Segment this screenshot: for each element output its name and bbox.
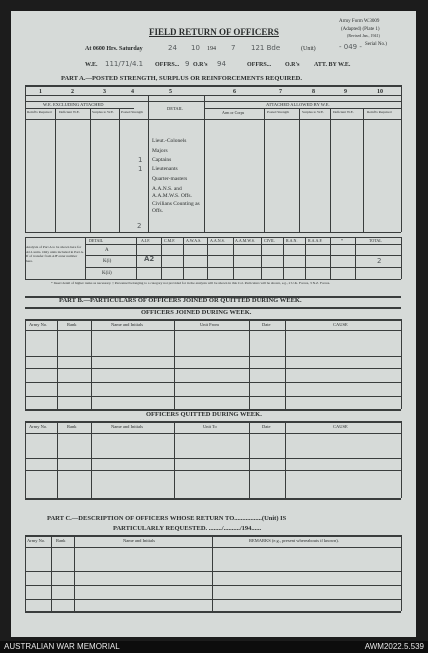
offrs2-label: OFFRS... bbox=[247, 62, 272, 68]
col-num-2: 2 bbox=[71, 89, 74, 95]
divider bbox=[74, 535, 75, 611]
joined-col-unit-from: Unit From bbox=[200, 322, 219, 327]
divider bbox=[401, 421, 402, 498]
form-number: Army Form W.3009 bbox=[339, 19, 380, 24]
divider bbox=[25, 571, 401, 572]
divider bbox=[25, 585, 401, 586]
part-c-col-rank: Rank bbox=[56, 538, 66, 543]
quitted-col-unit-to: Unit To bbox=[203, 424, 217, 429]
analysis-col-ran: R.A.N. bbox=[286, 238, 298, 243]
divider bbox=[25, 547, 401, 548]
col-num-6: 6 bbox=[233, 89, 236, 95]
form-revised: (Revised Jan., 1941) bbox=[347, 33, 380, 38]
we-excl-header: W.E. EXCLUDING ATTACHED bbox=[43, 102, 104, 107]
form-adopted: (Adapted) (Plate 1) bbox=[341, 27, 380, 32]
analysis-footnote bbox=[51, 281, 401, 286]
sub-header-8: Surplus to W.E. bbox=[302, 110, 324, 114]
rank-majors: Majors bbox=[152, 148, 168, 154]
analysis-footnote-2: † Personnel belonging to a category not provided for in the analysis will be shown in this Col. Particulars will be shown, e.g., 2 U.K. Forces, 3 N.Z. Forces. bbox=[112, 281, 331, 285]
divider bbox=[25, 85, 26, 232]
rank-quartermasters: Quarter-masters bbox=[152, 176, 188, 182]
col-num-9: 9 bbox=[344, 89, 347, 95]
part-c-heading: PART C.—DESCRIPTION OF OFFICERS WHOSE RETURN TO.................(Unit) IS bbox=[47, 515, 287, 522]
divider bbox=[401, 535, 402, 611]
divider bbox=[25, 470, 401, 471]
col-num-7: 7 bbox=[279, 89, 282, 95]
offrs-value: 9 bbox=[185, 60, 190, 68]
divider bbox=[57, 421, 58, 498]
rank-captains: Captains bbox=[152, 157, 172, 163]
form-sheet bbox=[11, 11, 416, 637]
joined-title: OFFICERS JOINED DURING WEEK. bbox=[141, 309, 252, 316]
divider bbox=[363, 108, 364, 232]
sub-header-7: Posted Strength bbox=[267, 110, 290, 114]
analysis-row-a: A bbox=[105, 248, 109, 253]
joined-col-name: Name and Initials bbox=[111, 322, 143, 327]
divider bbox=[90, 108, 91, 232]
quitted-title: OFFICERS QUITTED DURING WEEK. bbox=[146, 411, 262, 418]
analysis-footnote-1: * Insert detail of higher ranks as necessary. bbox=[51, 281, 112, 285]
divider bbox=[85, 237, 86, 279]
divider bbox=[264, 108, 265, 232]
divider bbox=[283, 237, 284, 279]
footer-institution: AUSTRALIAN WAR MEMORIAL bbox=[4, 642, 120, 651]
sub-header-3: Surplus to W.E. bbox=[92, 110, 114, 114]
analysis-col-aamws: A.A.M.W.S. bbox=[235, 238, 255, 243]
analysis-col-total: TOTAL bbox=[369, 238, 382, 243]
divider bbox=[55, 108, 56, 232]
rank-lieut-colonels: Lieut.-Colonels bbox=[152, 138, 187, 144]
sub-header-6: Arm or Corps bbox=[222, 110, 245, 115]
unit-value: 121 Bde bbox=[251, 44, 281, 52]
time-line-label: At 0600 Hrs. Saturday bbox=[85, 46, 143, 52]
sub-header-9: Deficient W.E. bbox=[333, 110, 354, 114]
divider bbox=[299, 108, 300, 232]
divider bbox=[148, 95, 149, 232]
divider bbox=[25, 356, 401, 357]
att-allowed-header: ATTACHED ALLOWED BY W.E. bbox=[266, 102, 330, 107]
rank-civilians: Civilians Counting as Offs. bbox=[152, 201, 200, 214]
part-a-heading: PART A.—POSTED STRENGTH, SURPLUS OR REINFORCEMENTS REQUIRED. bbox=[61, 75, 302, 82]
divider bbox=[401, 319, 402, 409]
analysis-total-value: 2 bbox=[377, 257, 382, 265]
serial-value: - 049 - bbox=[339, 43, 362, 51]
divider bbox=[285, 421, 286, 498]
divider bbox=[204, 95, 205, 232]
part-c-col-name: Name and Initials bbox=[123, 538, 155, 543]
divider bbox=[25, 368, 401, 369]
joined-col-rank: Rank bbox=[67, 322, 77, 327]
divider bbox=[204, 108, 401, 109]
part-c-col-remarks: REMARKS (e.g., present whereabouts if known). bbox=[249, 538, 339, 543]
serial-label: Serial No.) bbox=[365, 42, 387, 47]
divider bbox=[25, 108, 134, 109]
divider bbox=[25, 382, 401, 383]
divider bbox=[25, 95, 401, 96]
divider bbox=[85, 267, 401, 268]
analysis-col-aans: A.A.N.S. bbox=[210, 238, 225, 243]
divider bbox=[25, 119, 401, 120]
sub-header-10: Reinf'ts Required bbox=[367, 110, 392, 114]
divider bbox=[85, 255, 401, 256]
divider bbox=[25, 433, 401, 434]
divider bbox=[330, 108, 331, 232]
divider bbox=[25, 498, 401, 500]
col-num-4: 4 bbox=[131, 89, 134, 95]
rank-lieutenants: Lieutenants bbox=[152, 166, 178, 172]
analysis-col-cmf: C.M.F. bbox=[164, 238, 176, 243]
divider bbox=[249, 319, 250, 409]
divider bbox=[401, 237, 402, 279]
divider bbox=[330, 237, 331, 279]
divider bbox=[25, 330, 401, 331]
divider bbox=[25, 396, 401, 397]
quitted-col-cause: CAUSE bbox=[333, 424, 348, 429]
divider bbox=[25, 279, 401, 280]
sub-header-2: Deficient W.E. bbox=[59, 110, 80, 114]
part-b-heading: PART B.—PARTICULARS OF OFFICERS JOINED OR QUITTED DURING WEEK. bbox=[59, 297, 302, 304]
divider bbox=[25, 535, 26, 611]
entry-lieutenants: 1 bbox=[138, 165, 143, 173]
divider bbox=[161, 237, 162, 279]
divider bbox=[25, 319, 401, 321]
archive-footer bbox=[0, 641, 428, 653]
rank-aans: A.A.N.S. and A.A.M.W.S. Offs. bbox=[152, 186, 192, 199]
ors2-label: O.R's bbox=[285, 62, 300, 68]
divider bbox=[25, 458, 401, 459]
analysis-col-aif: A.I.F. bbox=[141, 238, 151, 243]
offrs-label: OFFRS... bbox=[155, 62, 180, 68]
col-num-1: 1 bbox=[39, 89, 42, 95]
divider bbox=[174, 421, 175, 498]
divider bbox=[85, 244, 401, 245]
divider bbox=[261, 237, 262, 279]
analysis-detail-label: DETAIL bbox=[89, 238, 104, 243]
footer-accession: AWM2022.5.539 bbox=[364, 642, 424, 651]
sub-header-4: Posted Strength bbox=[121, 110, 144, 114]
analysis-col-awas: A.W.A.S. bbox=[186, 238, 202, 243]
time-month: 10 bbox=[191, 44, 200, 52]
divider bbox=[57, 319, 58, 409]
divider bbox=[25, 611, 401, 613]
entry-captains: 1 bbox=[138, 156, 143, 164]
we-label: W.E. bbox=[85, 62, 98, 68]
quitted-col-date: Date bbox=[262, 424, 271, 429]
we-value: 111/71/4.1 bbox=[105, 60, 144, 68]
att-label: ATT. BY W.E. bbox=[314, 62, 351, 68]
entry-total: 2 bbox=[137, 222, 142, 230]
joined-col-cause: CAUSE bbox=[333, 322, 348, 327]
sub-header-1: Reinf'ts Required bbox=[27, 110, 52, 114]
analysis-col-civil: CIVIL bbox=[264, 238, 275, 243]
divider bbox=[51, 535, 52, 611]
col-num-8: 8 bbox=[312, 89, 315, 95]
divider bbox=[119, 108, 120, 232]
divider bbox=[233, 237, 234, 279]
divider bbox=[183, 237, 184, 279]
divider bbox=[136, 237, 137, 279]
divider bbox=[249, 421, 250, 498]
sub-header-5: DETAIL bbox=[167, 106, 183, 111]
col-num-10: 10 bbox=[377, 89, 383, 95]
joined-col-date: Date bbox=[262, 322, 271, 327]
time-year: 7 bbox=[231, 44, 236, 52]
divider bbox=[207, 237, 208, 279]
divider bbox=[91, 421, 92, 498]
quitted-col-army-no: Army No. bbox=[29, 424, 48, 429]
ors-value: 94 bbox=[217, 60, 226, 68]
analysis-row-ki: K(i) bbox=[103, 259, 112, 264]
analysis-col-raaf: R.A.A.F. bbox=[308, 238, 323, 243]
divider bbox=[25, 421, 26, 498]
time-year-prefix: 194 bbox=[207, 46, 216, 52]
col-num-5: 5 bbox=[169, 89, 172, 95]
part-c-heading-2: PARTICULARLY REQUESTED. ......../........../194...... bbox=[113, 525, 262, 532]
analysis-row-kii: K(ii) bbox=[102, 271, 112, 276]
quitted-col-rank: Rank bbox=[67, 424, 77, 429]
divider bbox=[25, 319, 26, 409]
analysis-aif-value: A2 bbox=[144, 255, 155, 263]
time-day: 24 bbox=[168, 44, 177, 52]
form-title: FIELD RETURN OF OFFICERS bbox=[149, 27, 279, 37]
divider bbox=[285, 319, 286, 409]
divider bbox=[25, 535, 401, 537]
divider bbox=[25, 599, 401, 600]
quitted-col-name: Name and Initials bbox=[111, 424, 143, 429]
ors-label: O.R's bbox=[193, 62, 208, 68]
divider bbox=[174, 319, 175, 409]
divider bbox=[305, 237, 306, 279]
divider bbox=[401, 85, 402, 232]
unit-label: (Unit) bbox=[301, 46, 316, 52]
analysis-col-other: * bbox=[341, 238, 343, 243]
divider bbox=[25, 421, 401, 423]
divider bbox=[355, 237, 356, 279]
analysis-note: Analysis of Part A to be shown here for ALL units. Only units included in Part A. If of transfer from AIF enter number here. bbox=[26, 245, 84, 263]
divider bbox=[25, 85, 401, 87]
divider bbox=[25, 232, 401, 233]
divider bbox=[91, 319, 92, 409]
joined-col-army-no: Army No. bbox=[29, 322, 48, 327]
divider bbox=[212, 535, 213, 611]
col-num-3: 3 bbox=[103, 89, 106, 95]
part-c-col-army-no: Army No. bbox=[27, 538, 46, 543]
